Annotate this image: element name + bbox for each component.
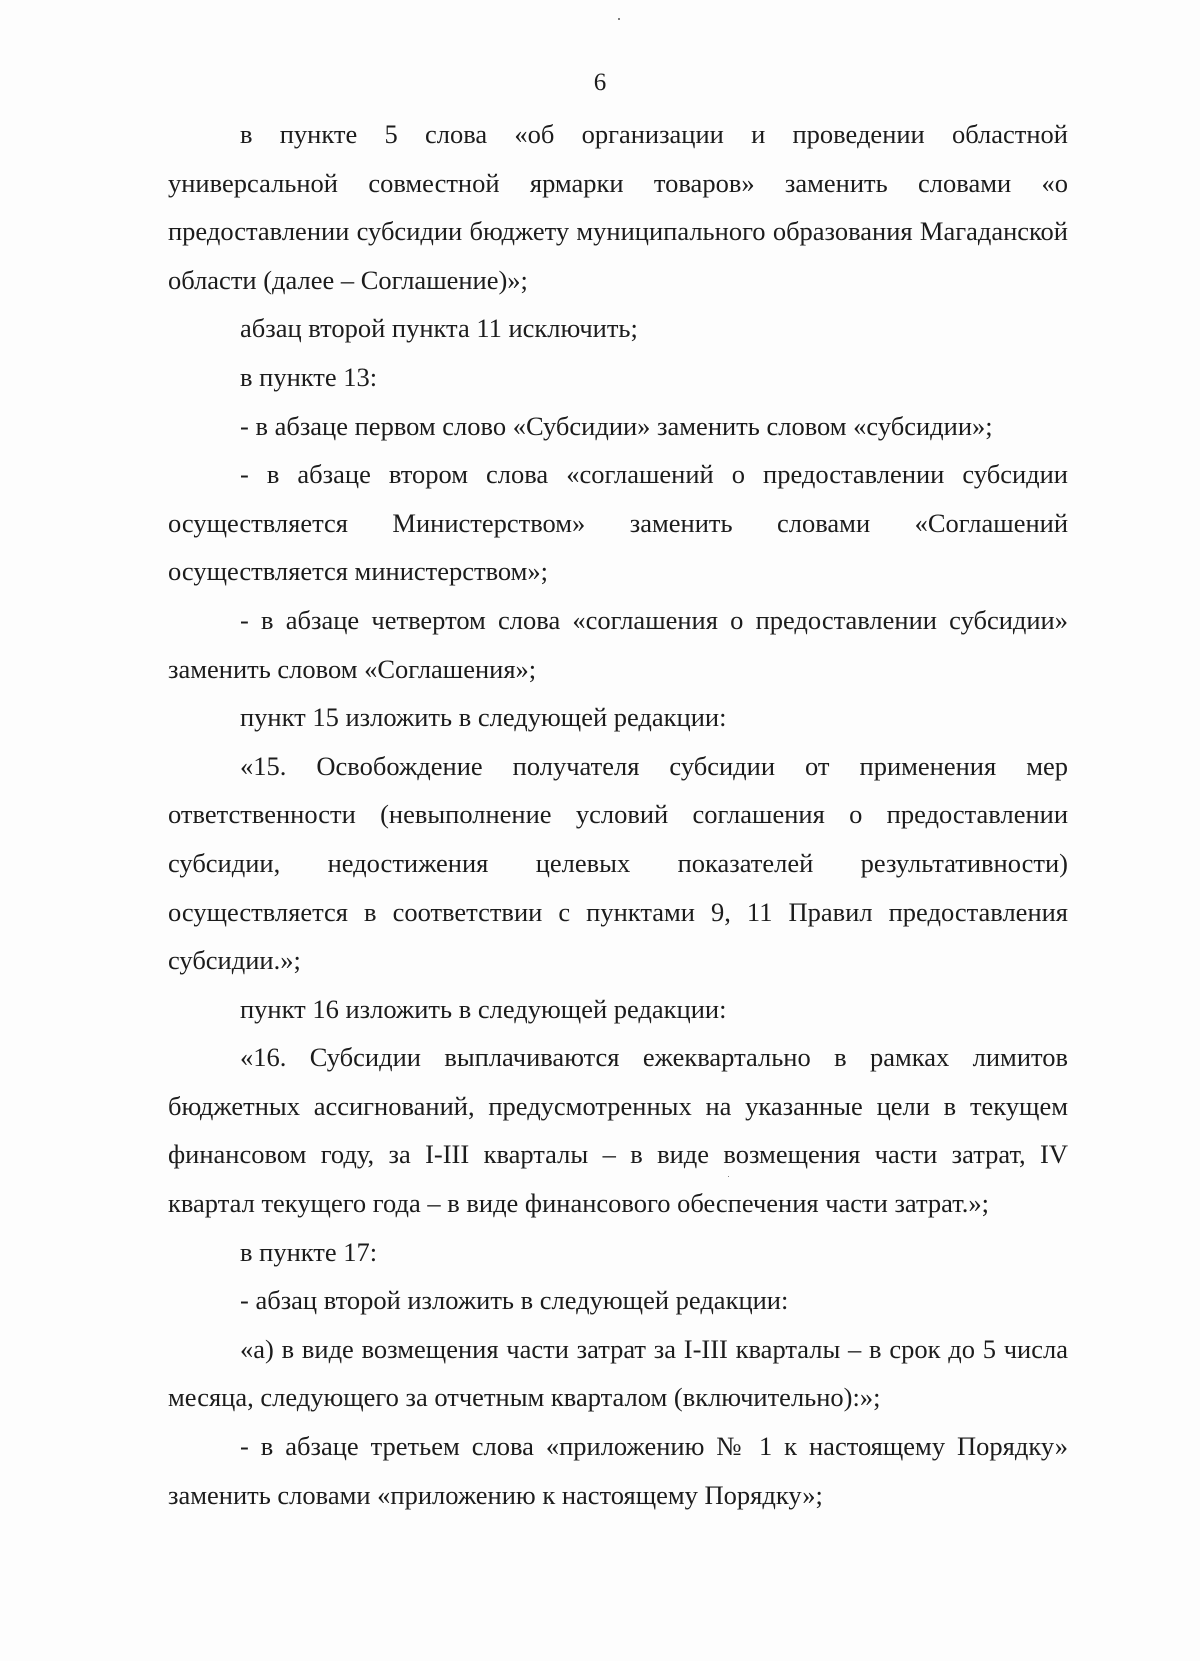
paragraph-exclude-point-11: абзац второй пункта 11 исключить; — [240, 313, 638, 344]
paragraph-amend-point-5: в пункте 5 слова «об организации и проведении областной универсальной совместной ярмарки товаров» заменить словами «о предоставлении субсидии бюджету муниципального образования Магаданской области (далее – Соглашение)»; — [168, 119, 1068, 295]
paragraph-point-16-heading: пункт 16 изложить в следующей редакции: — [240, 993, 727, 1024]
paragraph-point-17-second: - абзац второй изложить в следующей редакции: — [240, 1285, 789, 1316]
paragraph-point-13-second: - в абзаце втором слова «соглашений о предоставлении субсидии осуществляется Министерством» заменить словами «Соглашений осуществляется министерством»; — [168, 459, 1068, 587]
paragraph-point-13-first: - в абзаце первом слово «Субсидии» заменить словом «субсидии»; — [240, 410, 993, 441]
paragraph-point-15-heading: пункт 15 изложить в следующей редакции: — [240, 702, 727, 733]
paragraph-point-17-third: - в абзаце третьем слова «приложению № 1 к настоящему Порядку» заменить словами «приложению к настоящему Порядку»; — [168, 1431, 1068, 1510]
paragraph-point-15-text: «15. Освобождение получателя субсидии от применения мер ответственности (невыполнение условий соглашения о предоставлении субсидии, недостижения целевых показателей результативности) осуществляется в соответствии с пунктами 9, 11 Правил предоставления субсидии.»; — [168, 750, 1068, 976]
scan-speck — [618, 18, 620, 20]
paragraph-point-16-text: «16. Субсидии выплачиваются ежеквартально в рамках лимитов бюджетных ассигнований, предусмотренных на указанные цели в текущем финансовом году, за I-III кварталы – в виде возмещения части затрат, IV квартал текущего года – в виде финансового обеспечения части затрат.»; — [168, 1042, 1068, 1219]
paragraph-point-13-fourth: - в абзаце четвертом слова «соглашения о предоставлении субсидии» заменить словом «Соглашения»; — [168, 604, 1068, 684]
paragraph-point-17-second-text: «а) в виде возмещения части затрат за I-III кварталы – в срок до 5 числа месяца, следующего за отчетным кварталом (включительно):»; — [168, 1333, 1068, 1413]
paragraph-point-17-heading: в пункте 17: — [240, 1236, 378, 1267]
page-number: 6 — [593, 69, 607, 96]
document-body — [168, 110, 1068, 1519]
paragraph-point-13-heading: в пункте 13: — [240, 361, 378, 392]
